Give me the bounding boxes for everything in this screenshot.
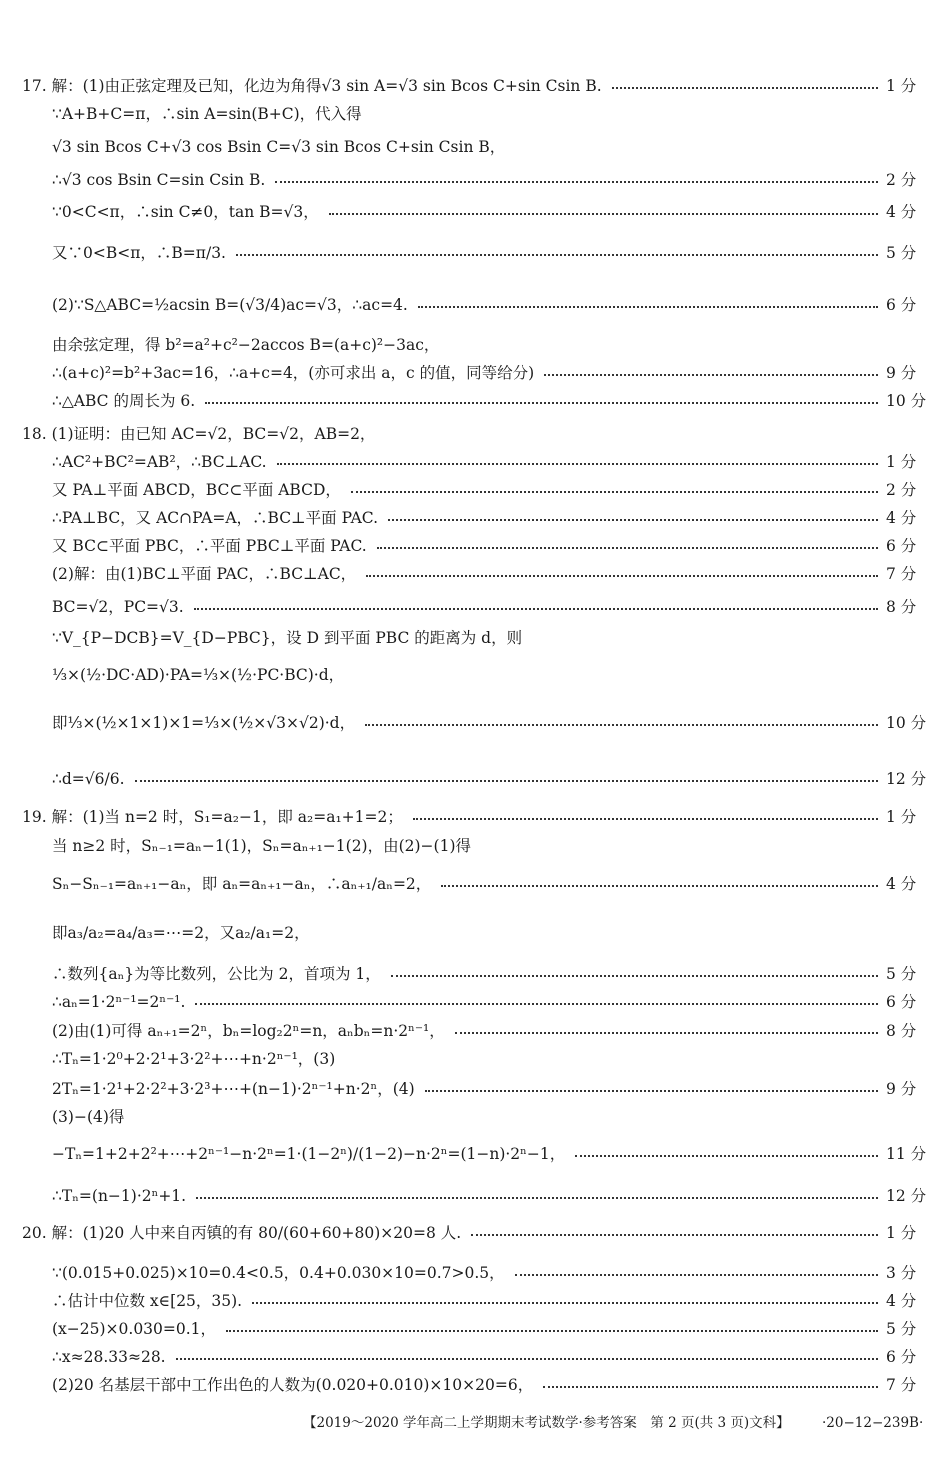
answer-line bbox=[0, 504, 950, 532]
answer-line bbox=[0, 1315, 950, 1343]
score-value: 3 分 bbox=[886, 1264, 917, 1282]
score-value: 5 分 bbox=[886, 244, 917, 262]
answer-line bbox=[0, 1371, 950, 1399]
score-value: 12 分 bbox=[886, 770, 927, 788]
leader-dots bbox=[236, 239, 878, 267]
score-value: 10 分 bbox=[886, 714, 927, 732]
answer-line bbox=[0, 166, 950, 194]
leader-dots bbox=[135, 765, 878, 793]
answer-line bbox=[0, 560, 950, 588]
answer-text: ∵A+B+C=π，∴sin A=sin(B+C)，代入得 bbox=[52, 105, 362, 123]
answer-text: 由余弦定理，得 b²=a²+c²−2accos B=(a+c)²−3ac， bbox=[52, 336, 440, 354]
answer-text: −Tₙ=1+2+2²+⋯+2ⁿ⁻¹−n·2ⁿ=1·(1−2ⁿ)/(1−2)−n·2ⁿ=(1−n)·2ⁿ−1， bbox=[52, 1145, 566, 1163]
answer-text: 19. 解：(1)当 n=2 时，S₁=a₂−1，即 a₂=a₁+1=2； bbox=[22, 808, 403, 826]
answer-text: ∴△ABC 的周长为 6. bbox=[52, 392, 196, 410]
answer-line bbox=[0, 100, 950, 128]
answer-text: √3 sin Bcos C+√3 cos Bsin C=√3 sin Bcos C+sin Csin B， bbox=[52, 138, 506, 156]
score-value: 1 分 bbox=[886, 1224, 917, 1242]
answer-line bbox=[0, 331, 950, 359]
answer-line bbox=[0, 1045, 950, 1073]
leader-dots bbox=[425, 1075, 878, 1103]
answer-line bbox=[0, 1075, 950, 1103]
answer-line bbox=[0, 1343, 950, 1371]
score-value: 6 分 bbox=[886, 537, 917, 555]
answer-line bbox=[0, 420, 950, 448]
answer-line bbox=[0, 1017, 950, 1045]
score-value: 2 分 bbox=[886, 171, 917, 189]
score-value: 6 分 bbox=[886, 993, 917, 1011]
leader-dots bbox=[455, 1017, 878, 1045]
leader-dots bbox=[329, 198, 878, 226]
leader-dots bbox=[441, 870, 878, 898]
leader-dots bbox=[612, 72, 878, 100]
answer-line bbox=[0, 960, 950, 988]
leader-dots bbox=[377, 532, 878, 560]
score-value: 6 分 bbox=[886, 1348, 917, 1366]
answer-line bbox=[0, 988, 950, 1016]
leader-dots bbox=[176, 1343, 878, 1371]
answer-text: 20. 解：(1)20 人中来自丙镇的有 80/(60+60+80)×20=8 人. bbox=[22, 1224, 462, 1242]
score-value: 12 分 bbox=[886, 1187, 927, 1205]
leader-dots bbox=[575, 1140, 878, 1168]
footer-code: ·20−12−239B· bbox=[822, 1415, 924, 1431]
leader-dots bbox=[413, 803, 878, 831]
score-value: 1 分 bbox=[886, 808, 917, 826]
leader-dots bbox=[275, 166, 878, 194]
leader-dots bbox=[418, 291, 878, 319]
answer-line bbox=[0, 476, 950, 504]
answer-text: 又∵0<B<π，∴B=π/3. bbox=[52, 244, 226, 262]
answer-text: (2)由(1)可得 aₙ₊₁=2ⁿ，bₙ=log₂2ⁿ=n，aₙbₙ=n·2ⁿ⁻¹， bbox=[52, 1022, 445, 1040]
answer-text: ∴aₙ=1·2ⁿ⁻¹=2ⁿ⁻¹. bbox=[52, 993, 186, 1011]
score-value: 7 分 bbox=[886, 1376, 917, 1394]
answer-text: ∵V_{P−DCB}=V_{D−PBC}，设 D 到平面 PBC 的距离为 d，则 bbox=[52, 629, 523, 647]
leader-dots bbox=[205, 387, 878, 415]
score-value: 10 分 bbox=[886, 392, 927, 410]
score-value: 6 分 bbox=[886, 296, 917, 314]
leader-dots bbox=[543, 1371, 878, 1399]
score-value: 2 分 bbox=[886, 481, 917, 499]
answer-line bbox=[0, 1103, 950, 1131]
answer-text: 即a₃/a₂=a₄/a₃=⋯=2，又a₂/a₁=2， bbox=[52, 924, 310, 942]
score-value: 9 分 bbox=[886, 1080, 917, 1098]
answer-line bbox=[0, 448, 950, 476]
answer-text: (2)20 名基层干部中工作出色的人数为(0.020+0.010)×10×20=6， bbox=[52, 1376, 534, 1394]
answer-line bbox=[0, 1287, 950, 1315]
answer-text: ∴Tₙ=1·2⁰+2·2¹+3·2²+⋯+n·2ⁿ⁻¹，(3) bbox=[52, 1050, 336, 1068]
leader-dots bbox=[194, 593, 878, 621]
answer-text: ∴PA⊥BC，又 AC∩PA=A，∴BC⊥平面 PAC. bbox=[52, 509, 378, 527]
answer-text: 18. (1)证明：由已知 AC=√2，BC=√2，AB=2， bbox=[22, 425, 376, 443]
leader-dots bbox=[471, 1219, 878, 1247]
score-value: 5 分 bbox=[886, 1320, 917, 1338]
answer-text: ∴Tₙ=(n−1)·2ⁿ+1. bbox=[52, 1187, 187, 1205]
answer-text: 即⅓×(½×1×1)×1=⅓×(½×√3×√2)·d， bbox=[52, 714, 356, 732]
answer-line bbox=[0, 291, 950, 319]
answer-line bbox=[0, 661, 950, 689]
answer-text: ∴(a+c)²=b²+3ac=16，∴a+c=4，(亦可求出 a，c 的值，同等给分) bbox=[52, 364, 535, 382]
answer-line bbox=[0, 198, 950, 226]
answer-line bbox=[0, 624, 950, 652]
leader-dots bbox=[544, 359, 878, 387]
answer-text: ∵0<C<π，∴sin C≠0，tan B=√3， bbox=[52, 203, 319, 221]
leader-dots bbox=[391, 960, 878, 988]
leader-dots bbox=[365, 709, 878, 737]
page-footer bbox=[0, 1410, 950, 1436]
score-value: 9 分 bbox=[886, 364, 917, 382]
leader-dots bbox=[196, 1182, 878, 1210]
leader-dots bbox=[195, 988, 878, 1016]
footer-title: 【2019～2020 学年高二上学期期末考试数学·参考答案 第 2 页(共 3 页)文科】 bbox=[303, 1415, 790, 1431]
answer-text: ∴AC²+BC²=AB²，∴BC⊥AC. bbox=[52, 453, 267, 471]
leader-dots bbox=[226, 1315, 878, 1343]
score-value: 4 分 bbox=[886, 875, 917, 893]
score-value: 4 分 bbox=[886, 203, 917, 221]
answer-text: 又 PA⊥平面 ABCD，BC⊂平面 ABCD， bbox=[52, 481, 341, 499]
score-value: 7 分 bbox=[886, 565, 917, 583]
leader-dots bbox=[351, 476, 878, 504]
answer-line bbox=[0, 1182, 950, 1210]
answer-line bbox=[0, 919, 950, 947]
answer-line bbox=[0, 832, 950, 860]
answer-text: 17. 解：(1)由正弦定理及已知，化边为角得√3 sin A=√3 sin Bcos C+sin Csin B. bbox=[22, 77, 602, 95]
score-value: 5 分 bbox=[886, 965, 917, 983]
leader-dots bbox=[388, 504, 878, 532]
score-value: 8 分 bbox=[886, 598, 917, 616]
answer-line bbox=[0, 803, 950, 831]
answer-text: (2)∵S△ABC=½acsin B=(√3/4)ac=√3，∴ac=4. bbox=[52, 296, 408, 314]
leader-dots bbox=[252, 1287, 878, 1315]
score-value: 1 分 bbox=[886, 453, 917, 471]
score-value: 11 分 bbox=[886, 1145, 927, 1163]
leader-dots bbox=[277, 448, 878, 476]
answer-line bbox=[0, 239, 950, 267]
answer-text: ∵(0.015+0.025)×10=0.4<0.5，0.4+0.030×10=0.7>0.5， bbox=[52, 1264, 505, 1282]
answer-text: (x−25)×0.030=0.1， bbox=[52, 1320, 217, 1338]
leader-dots bbox=[515, 1259, 878, 1287]
score-value: 4 分 bbox=[886, 1292, 917, 1310]
answer-line bbox=[0, 593, 950, 621]
answer-line bbox=[0, 532, 950, 560]
answer-text: (3)−(4)得 bbox=[52, 1108, 125, 1126]
answer-line bbox=[0, 72, 950, 100]
answer-text: ∴估计中位数 x∈[25，35). bbox=[52, 1292, 243, 1310]
answer-line bbox=[0, 1140, 950, 1168]
answer-line bbox=[0, 387, 950, 415]
answer-line bbox=[0, 133, 950, 161]
answer-text: ∴√3 cos Bsin C=sin Csin B. bbox=[52, 171, 266, 189]
score-value: 8 分 bbox=[886, 1022, 917, 1040]
answer-text: ∴x≈28.33≈28. bbox=[52, 1348, 166, 1366]
leader-dots bbox=[366, 560, 878, 588]
answer-text: (2)解：由(1)BC⊥平面 PAC，∴BC⊥AC， bbox=[52, 565, 357, 583]
answer-text: ∴d=√6/6. bbox=[52, 770, 125, 788]
answer-text: 又 BC⊂平面 PBC，∴平面 PBC⊥平面 PAC. bbox=[52, 537, 367, 555]
answer-text: Sₙ−Sₙ₋₁=aₙ₊₁−aₙ，即 aₙ=aₙ₊₁−aₙ，∴aₙ₊₁/aₙ=2， bbox=[52, 875, 432, 893]
answer-line bbox=[0, 709, 950, 737]
answer-line bbox=[0, 359, 950, 387]
answer-line bbox=[0, 1219, 950, 1247]
score-value: 4 分 bbox=[886, 509, 917, 527]
answer-line bbox=[0, 765, 950, 793]
answer-line bbox=[0, 870, 950, 898]
answer-text: 2Tₙ=1·2¹+2·2²+3·2³+⋯+(n−1)·2ⁿ⁻¹+n·2ⁿ，(4) bbox=[52, 1080, 415, 1098]
answer-text: BC=√2，PC=√3. bbox=[52, 598, 184, 616]
score-value: 1 分 bbox=[886, 77, 917, 95]
answer-text: ⅓×(½·DC·AD)·PA=⅓×(½·PC·BC)·d， bbox=[52, 666, 345, 684]
answer-text: ∴数列{aₙ}为等比数列，公比为 2，首项为 1， bbox=[52, 965, 381, 983]
answer-text: 当 n≥2 时，Sₙ₋₁=aₙ−1(1)，Sₙ=aₙ₊₁−1(2)，由(2)−(1)得 bbox=[52, 837, 471, 855]
answer-line bbox=[0, 1259, 950, 1287]
